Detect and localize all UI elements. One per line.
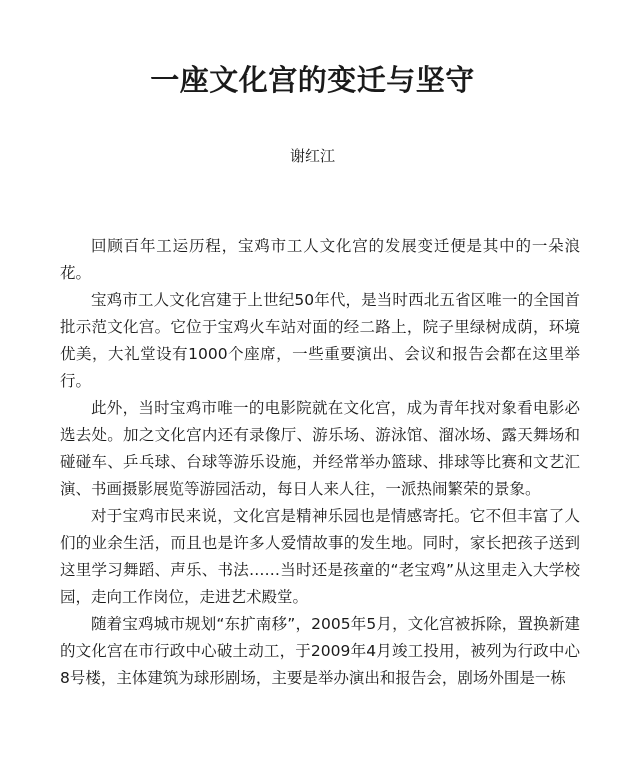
paragraph: 此外，当时宝鸡市唯一的电影院就在文化宫，成为青年找对象看电影必选去处。加之文化宫内还有录像厅、游乐场、游泳馆、溜冰场、露天舞场和碰碰车、乒乓球、台球等游乐设施，并经常举办篮球、排球等比赛和文艺汇演、书画摄影展览等游园活动，每日人来人往，一派热闹繁荣的景象。 [60, 399, 580, 498]
article-author: 谢红江 [289, 147, 335, 165]
article-title: 一座文化宫的变迁与坚守 [150, 63, 475, 97]
article-body [60, 233, 580, 692]
paragraph: 对于宝鸡市民来说，文化宫是精神乐园也是情感寄托。它不但丰富了人们的业余生活，而且也是许多人爱情故事的发生地。同时，家长把孩子送到这里学习舞蹈、声乐、书法……当时还是孩童的“老宝鸡”从这里走入大学校园，走向工作岗位，走进艺术殿堂。 [60, 507, 580, 606]
paragraph: 宝鸡市工人文化宫建于上世纪50年代，是当时西北五省区唯一的全国首批示范文化宫。它位于宝鸡火车站对面的经二路上，院子里绿树成荫，环境优美，大礼堂设有1000个座席，一些重要演出、会议和报告会都在这里举行。 [60, 291, 580, 390]
paragraph: 随着宝鸡城市规划“东扩南移”，2005年5月，文化宫被拆除，置换新建的文化宫在市行政中心破土动工，于2009年4月竣工投用，被列为行政中心8号楼，主体建筑为球形剧场，主要是举办演出和报告会，剧场外围是一栋 [60, 615, 580, 687]
paragraph: 回顾百年工运历程，宝鸡市工人文化宫的发展变迁便是其中的一朵浪花。 [60, 237, 580, 282]
